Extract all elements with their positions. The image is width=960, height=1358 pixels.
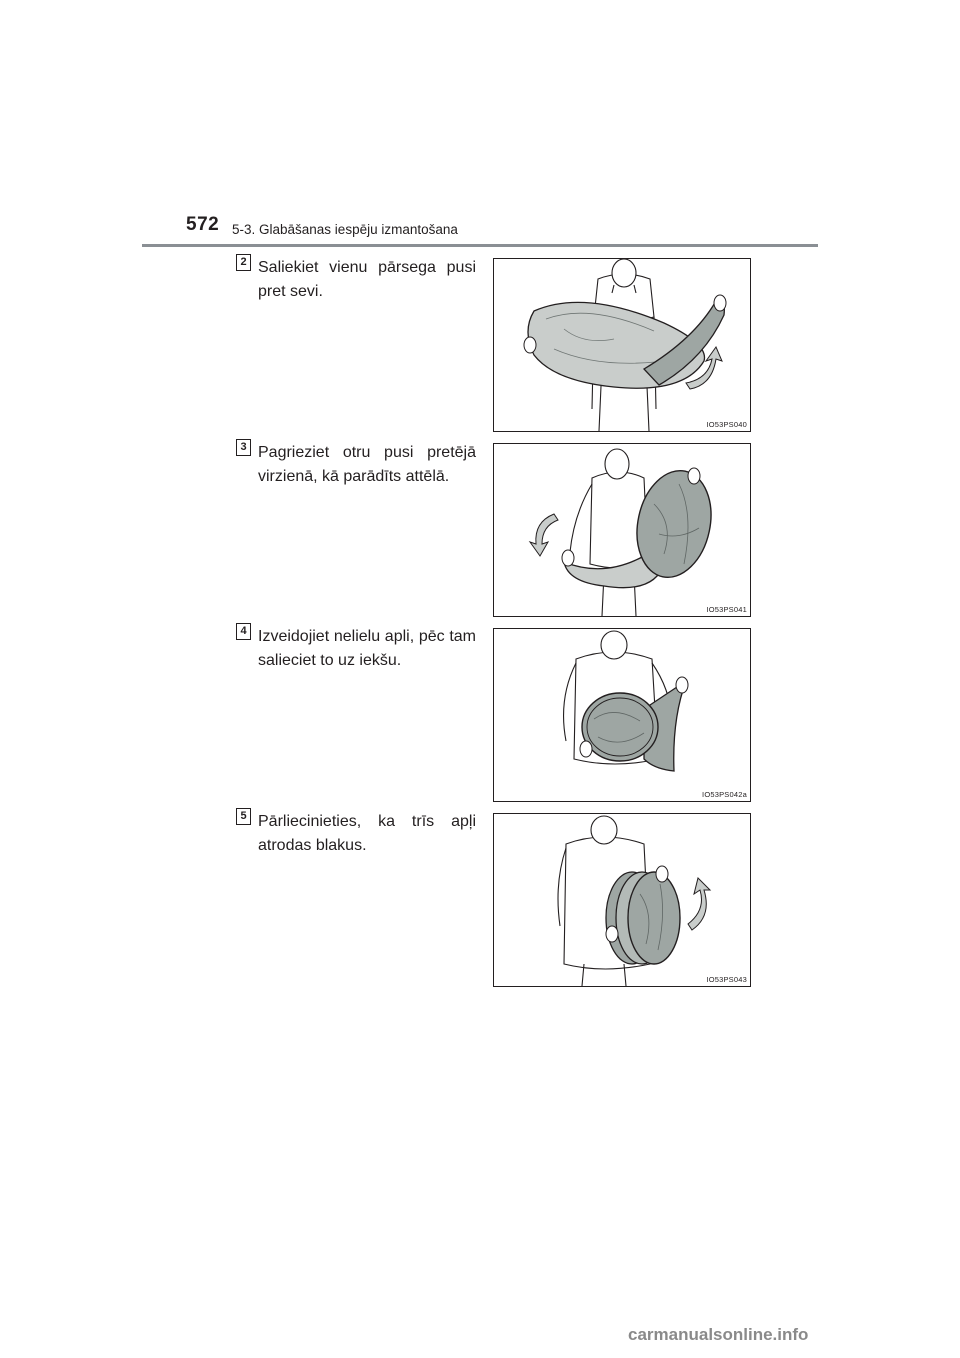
figure-step-2	[493, 258, 751, 432]
figure-step-4	[493, 628, 751, 802]
step-text-3: Pagrieziet otru pusi pretējā virzienā, kā parādīts attēlā.	[258, 444, 476, 485]
folding-illustration-4	[494, 814, 750, 986]
step-badge-4: 4	[236, 623, 251, 640]
figure-code-3: IO53PS042a	[702, 790, 747, 799]
figure-code-2: IO53PS041	[706, 605, 747, 614]
footer-watermark: carmanualsonline.info	[628, 1325, 809, 1344]
step-text-4: Izveidojiet nelielu apli, pēc tam salieciet to uz iekšu.	[258, 628, 476, 669]
step-text-5: Pārliecinieties, ka trīs apļi atrodas blakus.	[258, 813, 476, 854]
figure-code-4: IO53PS043	[706, 975, 747, 984]
step-badge-5: 5	[236, 808, 251, 825]
step-badge-3: 3	[236, 439, 251, 456]
step-badge-2: 2	[236, 254, 251, 271]
folding-illustration-2	[494, 444, 750, 616]
folding-illustration-3	[494, 629, 750, 801]
figure-code-1: IO53PS040	[706, 420, 747, 429]
figure-step-5	[493, 813, 751, 987]
figure-step-3	[493, 443, 751, 617]
section-title: 5-3. Glabāšanas iespēju izmantošana	[232, 222, 458, 237]
folding-illustration-1	[494, 259, 750, 431]
page-number: 572	[186, 214, 220, 235]
step-text-2: Saliekiet vienu pārsega pusi pret sevi.	[258, 259, 476, 300]
header-rule	[142, 244, 818, 247]
